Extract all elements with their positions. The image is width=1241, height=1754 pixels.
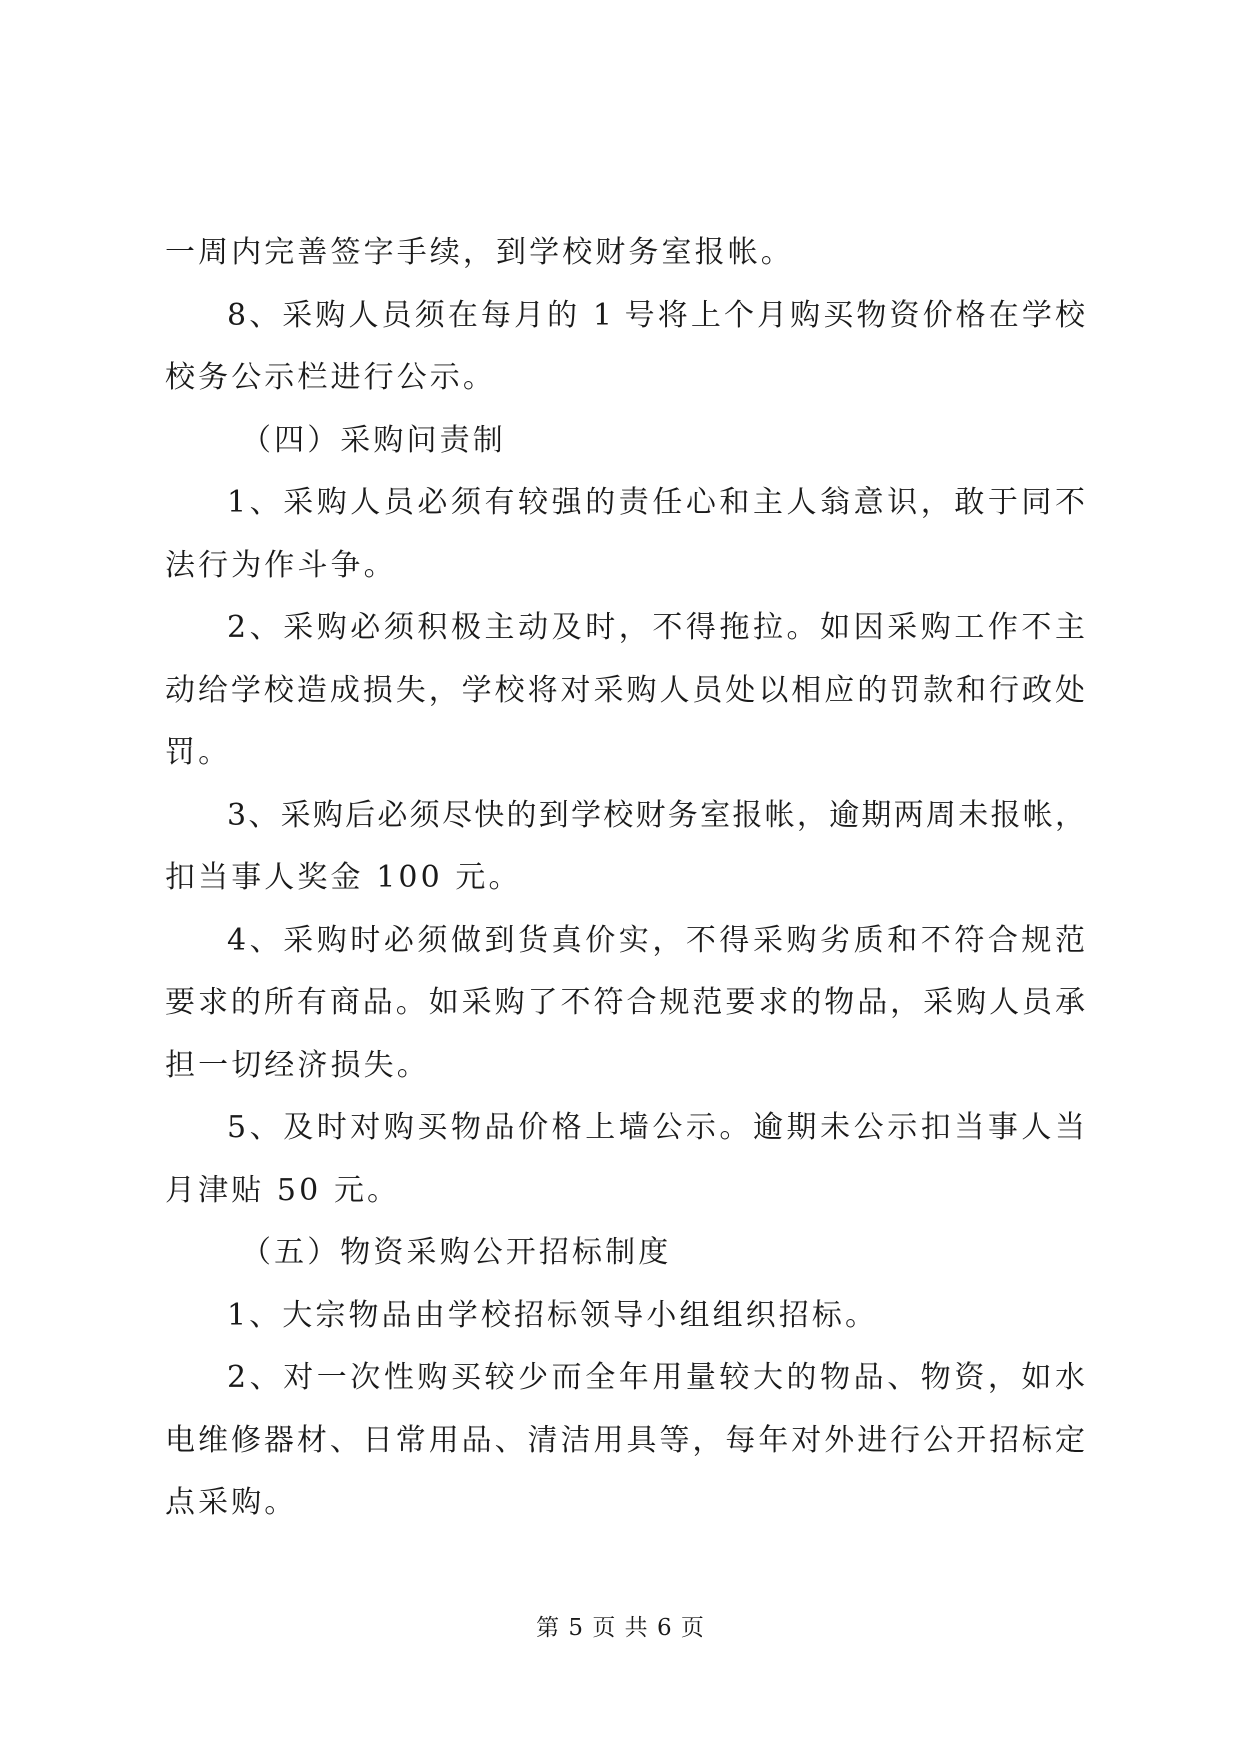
section-heading: （五）物资采购公开招标制度 bbox=[241, 1235, 672, 1270]
text-line: 罚。 bbox=[165, 735, 232, 770]
text-line: 8、采购人员须在每月的 1 号将上个月购买物资价格在学校 bbox=[227, 297, 1085, 333]
page-number: 第 5 页 共 6 页 bbox=[536, 1615, 705, 1641]
text-line: 扣当事人奖金 100 元。 bbox=[165, 860, 522, 895]
body-text bbox=[165, 222, 1085, 1535]
text-line: 1、大宗物品由学校招标领导小组组织招标。 bbox=[227, 1297, 879, 1333]
text-line: 2、对一次性购买较少而全年用量较大的物品、物资，如水 bbox=[227, 1360, 1085, 1395]
text-line: 校务公示栏进行公示。 bbox=[165, 360, 496, 395]
section-heading: （四）采购问责制 bbox=[241, 422, 506, 458]
text-line: 电维修器材、日常用品、清洁用具等，每年对外进行公开招标定 bbox=[165, 1422, 1085, 1458]
text-line: 月津贴 50 元。 bbox=[165, 1172, 401, 1208]
text-line: 点采购。 bbox=[165, 1485, 298, 1520]
text-line: 1、采购人员必须有较强的责任心和主人翁意识，敢于同不 bbox=[227, 485, 1085, 520]
text-line: 5、及时对购买物品价格上墙公示。逾期未公示扣当事人当 bbox=[227, 1110, 1085, 1145]
text-line: 4、采购时必须做到货真价实，不得采购劣质和不符合规范 bbox=[227, 922, 1085, 958]
text-line: 要求的所有商品。如采购了不符合规范要求的物品，采购人员承 bbox=[165, 985, 1085, 1020]
text-line: 3、采购后必须尽快的到学校财务室报帐，逾期两周未报帐， bbox=[227, 797, 1085, 833]
text-line: 一周内完善签字手续，到学校财务室报帐。 bbox=[165, 235, 794, 270]
text-line: 法行为作斗争。 bbox=[165, 547, 397, 583]
text-line: 2、采购必须积极主动及时，不得拖拉。如因采购工作不主 bbox=[227, 610, 1085, 645]
text-line: 担一切经济损失。 bbox=[165, 1047, 430, 1083]
text-line: 动给学校造成损失，学校将对采购人员处以相应的罚款和行政处 bbox=[165, 672, 1085, 708]
